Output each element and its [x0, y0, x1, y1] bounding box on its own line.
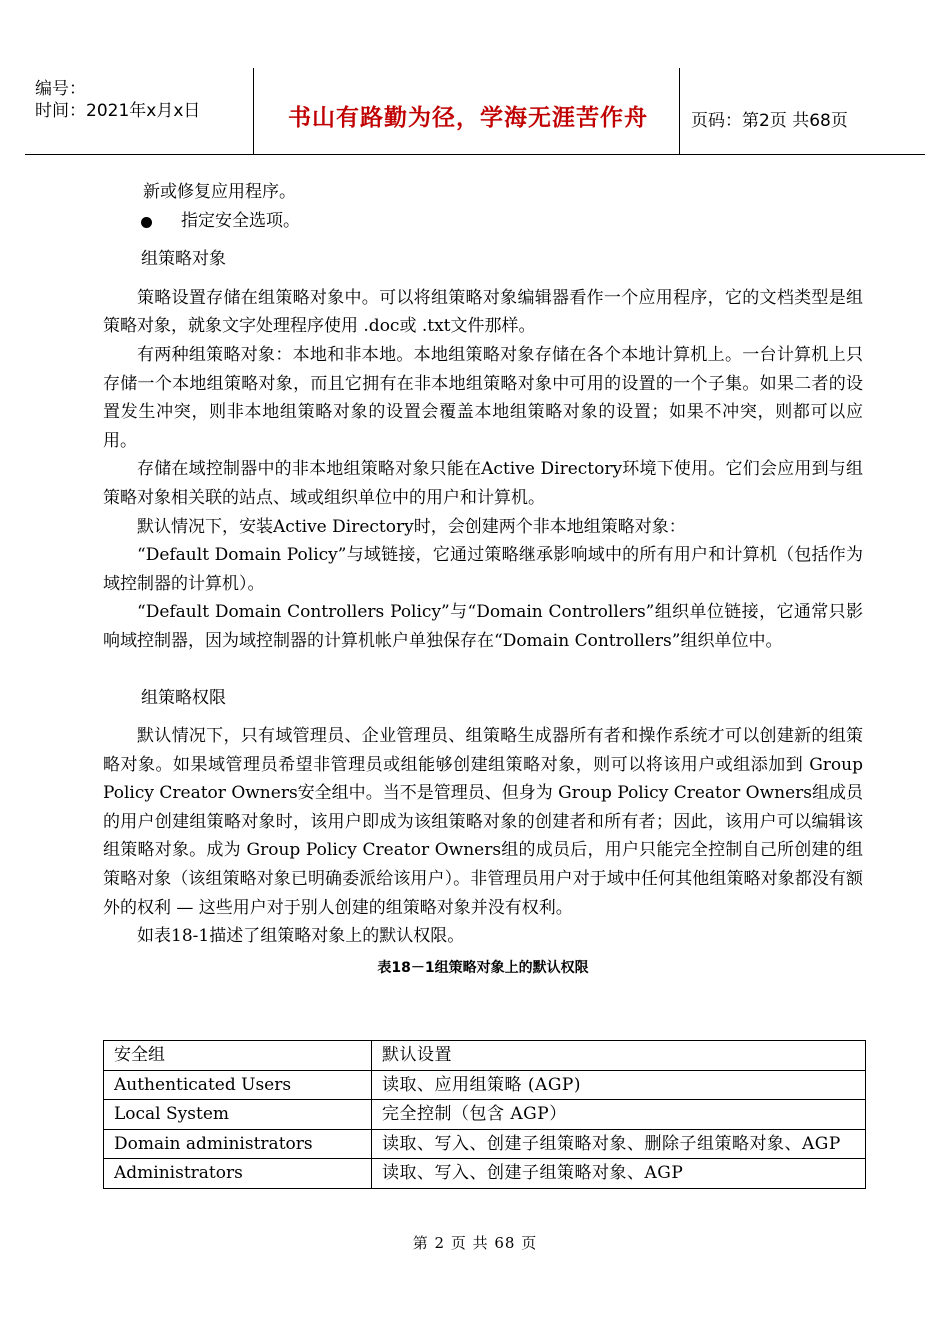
serial-label: 编号：: [35, 79, 86, 99]
table-cell-setting: 读取、写入、创建子组策略对象、删除子组策略对象、AGP: [372, 1129, 866, 1159]
table-row: [104, 1129, 866, 1159]
paragraph: 存储在域控制器中的非本地组策略对象只能在Active Directory环境下使用。它们会应用到与组策略对象相关联的站点、域或组织单位中的用户和计算机。: [103, 459, 863, 508]
paragraph: 有两种组策略对象：本地和非本地。本地组策略对象存储在各个本地计算机上。一台计算机上只存储一个本地组策略对象，而且它拥有在非本地组策略对象中可用的设置的一个子集。如果二者的设置发生冲突，则非本地组策略对象的设置会覆盖本地组策略对象的设置；如果不冲突，则都可以应用。: [103, 344, 863, 451]
table-cell-setting: 完全控制（包含 AGP）: [372, 1100, 866, 1130]
paragraph: “Default Domain Controllers Policy”与“Domain Controllers”组织单位链接，它通常只影响域控制器，因为域控制器的计算机帐户单独保存在“Domain Controllers”组织单位中。: [103, 602, 863, 651]
table-row: [104, 1100, 866, 1130]
document-body: [103, 178, 863, 979]
table-header-row: [104, 1041, 866, 1071]
table-cell-group: Local System: [104, 1100, 372, 1130]
table-row: [104, 1159, 866, 1189]
table-row: [104, 1070, 866, 1100]
table-caption: 表18－1组策略对象上的默认权限: [377, 959, 589, 976]
paragraph: “Default Domain Policy”与域链接，它通过策略继承影响域中的所有用户和计算机（包括作为域控制器的计算机）。: [103, 545, 863, 594]
paragraph: 如表18-1描述了组策略对象上的默认权限。: [137, 926, 465, 947]
table-cell-setting: 读取、写入、创建子组策略对象、AGP: [372, 1159, 866, 1189]
page-footer: 第 2 页 共 68 页: [412, 1234, 538, 1252]
paragraph: 策略设置存储在组策略对象中。可以将组策略对象编辑器看作一个应用程序，它的文档类型是组策略对象，就象文字处理程序使用 .doc或 .txt文件那样。: [103, 287, 863, 337]
table-header-cell: 安全组: [104, 1041, 372, 1071]
bullet-item: [103, 207, 863, 236]
table-cell-setting: 读取、应用组策略 (AGP): [372, 1070, 866, 1100]
header-divider-left: [253, 68, 254, 155]
table-cell-group: Authenticated Users: [104, 1070, 372, 1100]
table-cell-group: Domain administrators: [104, 1129, 372, 1159]
header-page-info: 页码：第2页 共68页: [691, 111, 848, 131]
page-header: [25, 68, 925, 155]
paragraph: 默认情况下，只有域管理员、企业管理员、组策略生成器所有者和操作系统才可以创建新的组策略对象。如果域管理员希望非管理员或组能够创建组策略对象，则可以将该用户或组添加到 Group Policy Creator Owners安全组中。当不是管理员、但身为 Group Policy Creator Owners组成员的用户创建组策略对象时，该用户即成为该组策略对象的创建者和所有者；因此，该用户可以编辑该组策略对象。成为 Group Policy Creator Owners组的成员后，用户只能完全控制自己所创建的组策略对象（该组策略对象已明确委派给该用户）。非管理员用户对于域中任何其他组策略对象都没有额外的权利 — 这些用户对于别人创建的组策略对象并没有权利。: [103, 726, 863, 918]
bullet-text: 指定安全选项。: [181, 210, 300, 231]
section-heading-permissions: 组策略权限: [141, 687, 226, 708]
table-header-cell: 默认设置: [372, 1041, 866, 1071]
header-meta: [35, 78, 200, 122]
header-motto: 书山有路勤为径，学海无涯苦作舟: [288, 105, 648, 131]
header-rule: [25, 154, 925, 155]
table-cell-group: Administrators: [104, 1159, 372, 1189]
paragraph: 默认情况下，安装Active Directory时，会创建两个非本地组策略对象：: [137, 516, 686, 537]
bullet-icon: [141, 217, 152, 228]
section-heading-gpo: 组策略对象: [141, 249, 226, 270]
time-label: 时间：2021年x月x日: [35, 101, 201, 121]
continuation-text: 新或修复应用程序。: [143, 182, 296, 202]
permissions-table: [103, 1040, 866, 1189]
